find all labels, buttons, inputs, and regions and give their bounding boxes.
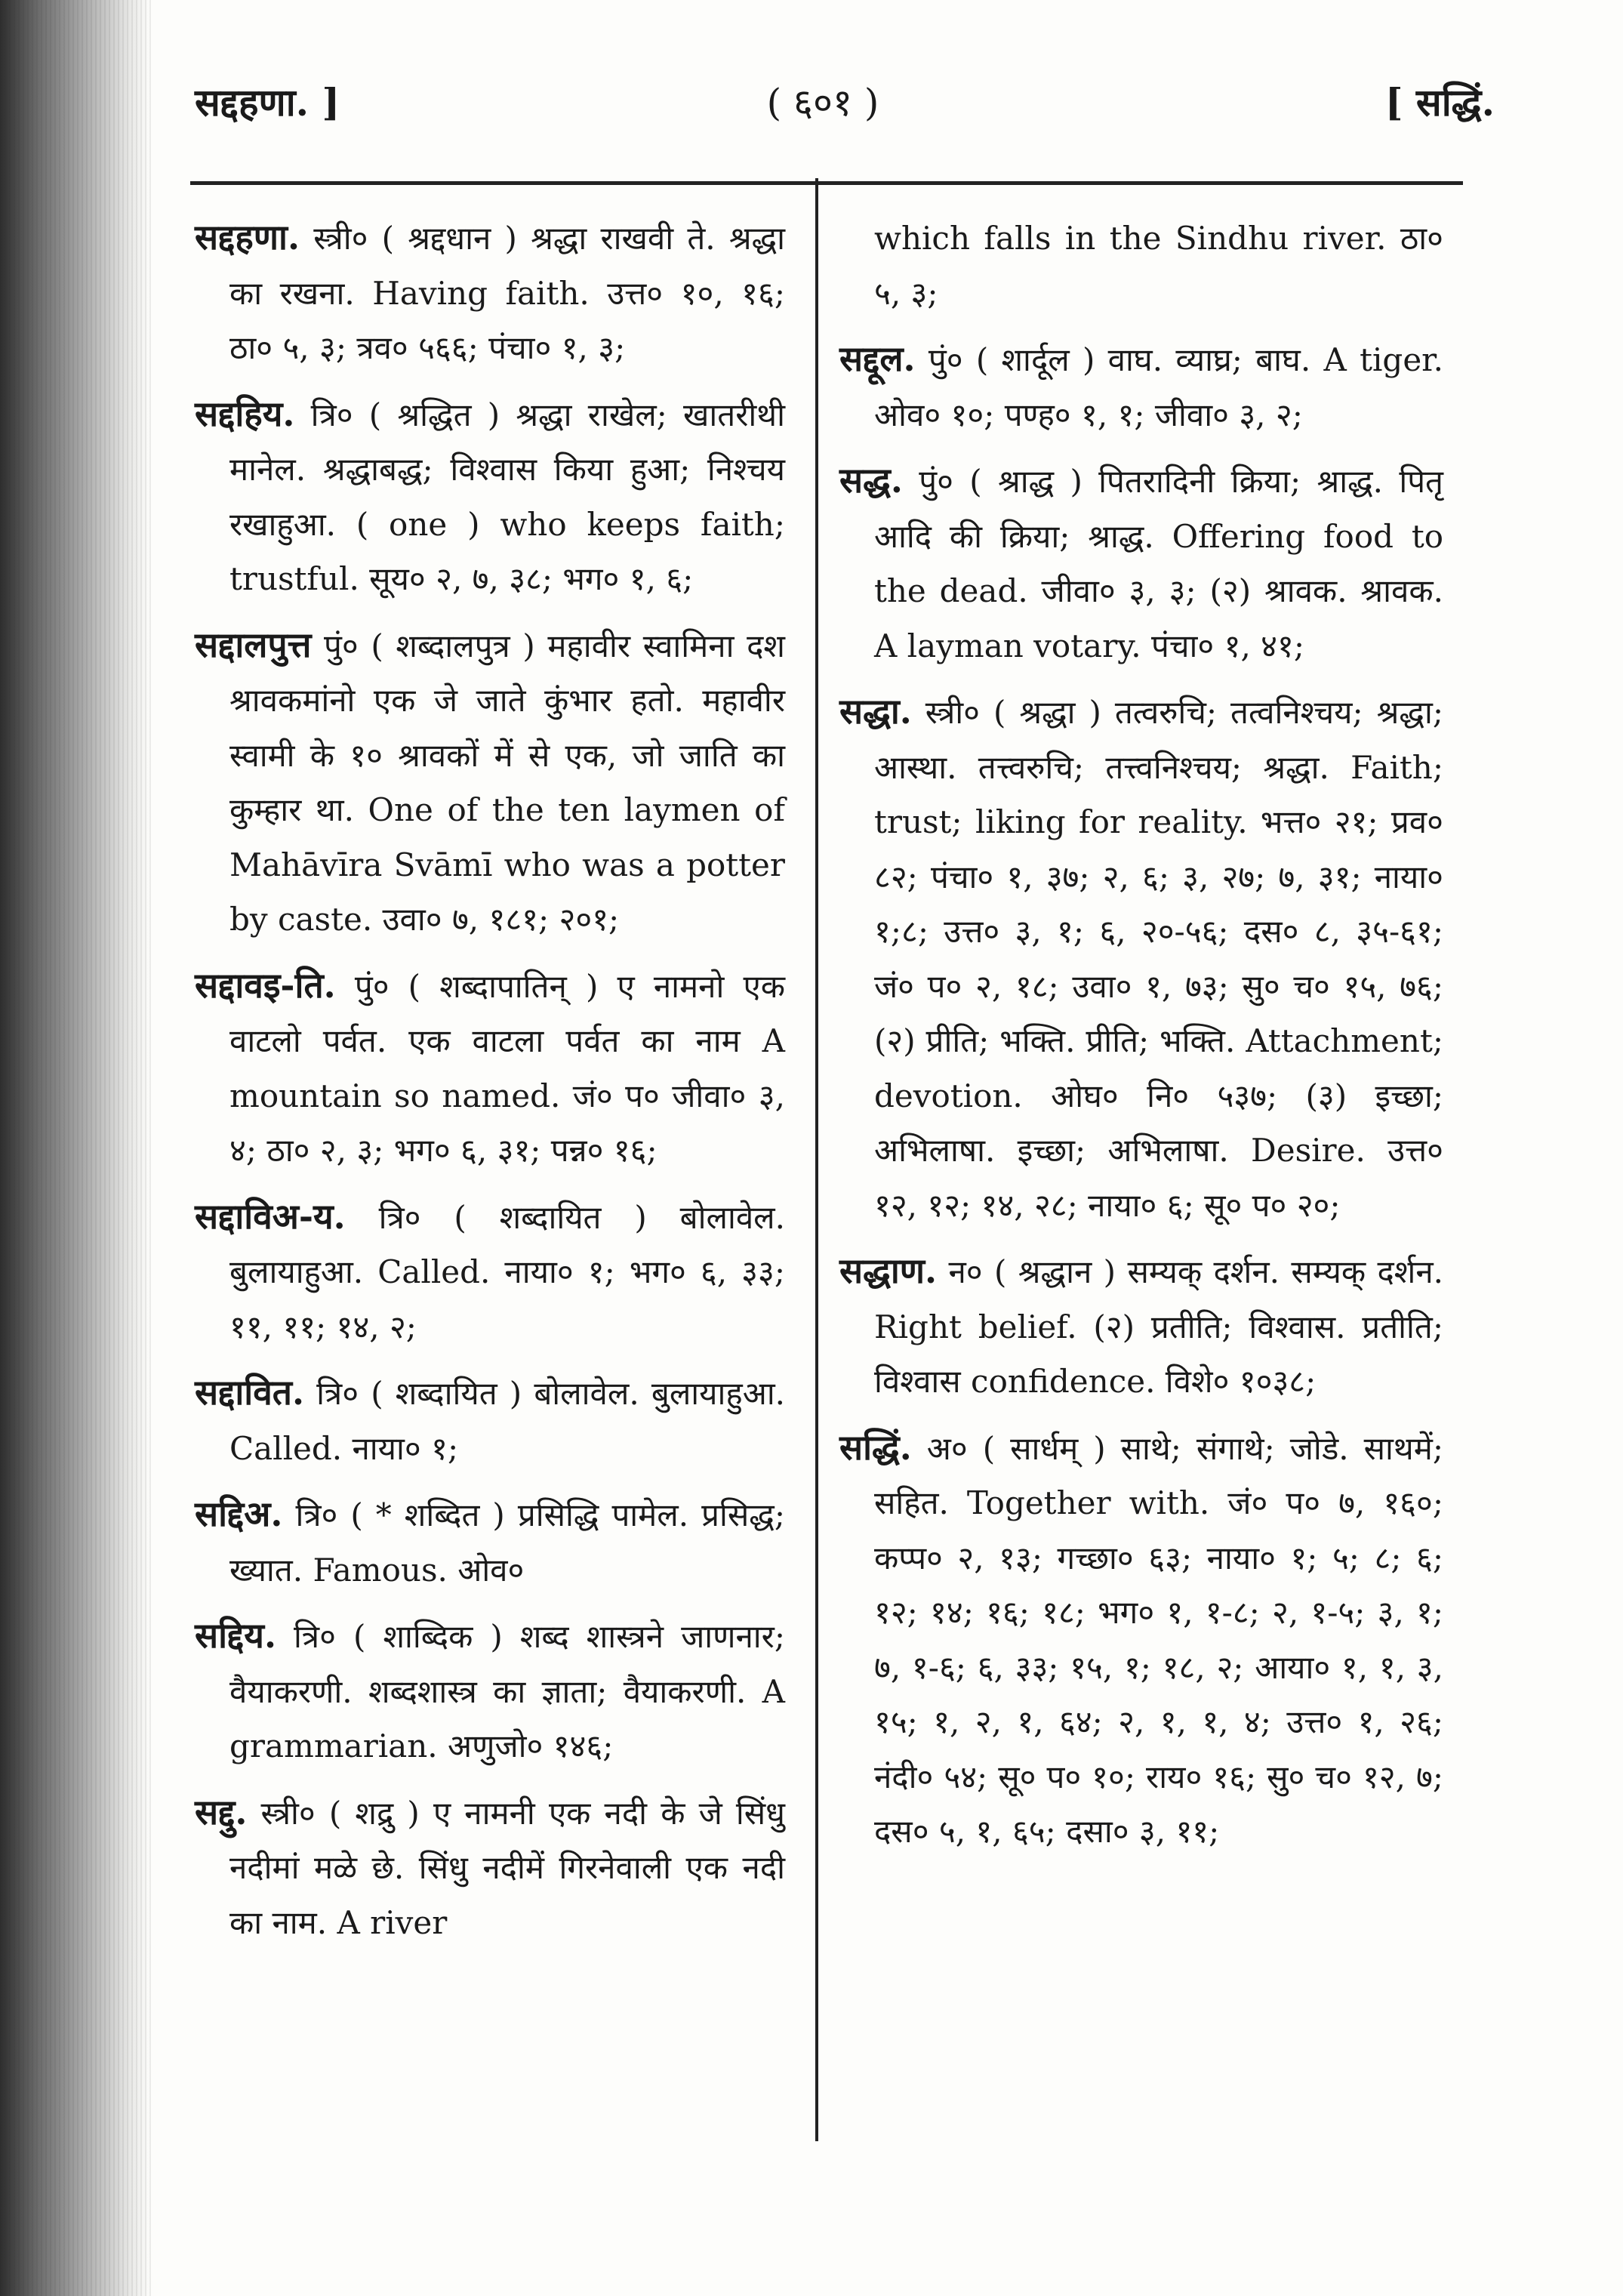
- left-column: [195, 210, 785, 1961]
- entry-headword: सद्दिअ.: [195, 1493, 283, 1534]
- page-number: ( ६०१ ): [766, 81, 879, 125]
- entry-body: त्रि० ( शब्दायित ) बोलावेल. बुलायाहुआ. Called. नाया० १; भग० ६, ३३; ११, ११; १४, २;: [229, 1198, 786, 1345]
- entry-headword: सद्दालपुत्त: [195, 624, 312, 665]
- dictionary-entry: [839, 684, 1443, 1233]
- entry-body: पुं० ( श्राद्ध ) पितरादिनी क्रिया; श्राद्ध. पितृ आदि की क्रिया; श्राद्ध. Offering food to the dead. जीवा० ३, ३; (२) श्रावक. श्रावक. A layman votary. पंचा० १, ४१;: [874, 463, 1443, 664]
- dictionary-entry: [839, 1420, 1443, 1860]
- dictionary-entry: [195, 1189, 785, 1355]
- entry-body: पुं० ( शब्दालपुत्र ) महावीर स्वामिना दश श्रावकमांनो एक जे जाते कुंभार हतो. महावीर स्वामी के १० श्रावकों में से एक, जो जाति का कुम्हार था. One of the ten laymen of Mahāvīra Svāmī who was a potter by caste. उवा० ७, १८१; २०१;: [229, 627, 785, 938]
- entry-continuation: [839, 210, 1443, 321]
- entry-headword: सद्दावइ-ति.: [195, 964, 336, 1006]
- entry-body: त्रि० ( श्रद्धित ) श्रद्धा राखेल; खातरीथी मानेल. श्रद्धाबद्ध; विश्वास किया हुआ; निश्चय रखाहुआ. ( one ) who keeps faith; trustful. सूय० २, ७, ३८; भग० १, ६;: [229, 396, 786, 597]
- dictionary-entry: [195, 618, 785, 948]
- book-binding-shadow: [0, 0, 151, 2296]
- entry-body: त्रि० ( शब्दायित ) बोलावेल. बुलायाहुआ. Called. नाया० १;: [229, 1375, 786, 1467]
- entry-body: स्त्री० ( श्रद्धा ) तत्वरुचि; तत्वनिश्चय; श्रद्धा; आस्था. तत्त्वरुचि; तत्त्वनिश्चय; श्रद्धा. Faith; trust; liking for reality. भत्त० २१; प्रव० ८२; पंचा० १, ३७; २, ६; ३, २७; ७, ३१; नाया० १;८; उत्त० ३, १; ६, २०-५६; दस० ८, ३५-६१; जं० प० २, १८; उवा० १, ७३; सु० च० १५, ७६; (२) प्रीति; भक्ति. प्रीति; भक्ति. Attachment; devotion. ओघ० नि० ५३७; (३) इच्छा; अभिलाषा. इच्छा; अभिलाषा. Desire. उत्त० १२, १२; १४, २८; नाया० ६; सू० प० २०;: [874, 694, 1443, 1224]
- column-divider: [815, 178, 818, 2141]
- dictionary-entry: [195, 1365, 785, 1476]
- dictionary-entry: [195, 958, 785, 1179]
- right-column: [839, 210, 1443, 1870]
- entry-body: स्त्री० ( शद्रु ) ए नामनी एक नदी के जे सिंधु नदीमां मळे छे. सिंधु नदीमें गिरनेवाली एक नदी का नाम. A river: [229, 1794, 785, 1941]
- dictionary-entry: [195, 1608, 785, 1774]
- entry-headword: सद्दूल.: [839, 338, 916, 379]
- entry-body: त्रि० ( * शब्दित ) प्रसिद्धि पामेल. प्रसिद्ध; ख्यात. Famous. ओव०: [229, 1496, 785, 1589]
- entry-body: स्त्री० ( श्रद्दधान ) श्रद्धा राखवी ते. श्रद्धा का रखना. Having faith. उत्त० १०, १६; ठा० ५, ३; त्रव० ५६६; पंचा० १, ३;: [229, 220, 786, 366]
- entry-body: अ० ( सार्धम् ) साथे; संगाथे; जोडे. साथमें; सहित. Together with. जं० प० ७, १६०; कप्प० २, १३; गच्छा० ६३; नाया० १; ५; ८; ६; १२; १४; १६; १८; भग० १, १-८; २, १-५; ३, १; ७, १-६; ६, ३३; १५, १; १८, २; आया० १, १, ३, १५; १, २, १, ६४; २, १, १, ४; उत्त० १, २६; नंदी० ५४; सू० प० १०; राय० १६; सु० च० १२, ७; दस० ५, १, ६५; दसा० ३, ११;: [874, 1429, 1443, 1850]
- entry-headword: सद्दहिय.: [195, 393, 295, 434]
- entry-headword: सद्दाविअ-य.: [195, 1195, 346, 1237]
- dictionary-entry: [839, 1244, 1443, 1410]
- entry-headword: सद्दावित.: [195, 1372, 304, 1413]
- entry-headword: सद्दिय.: [195, 1615, 276, 1656]
- running-head-left: सद्दहणा. ]: [195, 80, 340, 125]
- dictionary-entry: [839, 331, 1443, 442]
- dictionary-entry: [195, 387, 785, 607]
- entry-body: त्रि० ( शाब्दिक ) शब्द शास्त्रने जाणनार; वैयाकरणी. शब्दशास्त्र का ज्ञाता; वैयाकरणी. A grammarian. अणुजो० १४६;: [229, 1618, 785, 1764]
- entry-headword: सद्धिं.: [839, 1426, 912, 1468]
- dictionary-entry: [839, 453, 1443, 673]
- entry-headword: सद्ध.: [839, 460, 903, 501]
- entry-headword: सद्धा.: [839, 691, 912, 732]
- dictionary-entry: [195, 1785, 785, 1951]
- dictionary-entry: [195, 210, 785, 376]
- entry-headword: सद्दहणा.: [195, 217, 300, 257]
- entry-body: पुं० ( शब्दापातिन् ) ए नामनो एक वाटलो पर्वत. एक वाटला पर्वत का नाम A mountain so named. जं० प० जीवा० ३, ४; ठा० २, ३; भग० ६, ३१; पन्न० १६;: [229, 967, 785, 1169]
- entry-headword: सद्दु.: [195, 1791, 248, 1832]
- entry-headword: सद्धाण.: [839, 1250, 938, 1291]
- entry-body: न० ( श्रद्धान ) सम्यक् दर्शन. सम्यक् दर्शन. Right belief. (२) प्रतीति; विश्वास. प्रतीति; विश्वास confidence. विशे० १०३८;: [874, 1253, 1443, 1400]
- entry-body: पुं० ( शार्दूल ) वाघ. व्याघ्र; बाघ. A tiger. ओव० १०; पण्ह० १, १; जीवा० ३, २;: [874, 341, 1443, 433]
- header-rule: [190, 181, 1463, 185]
- running-head-right: [ सद्धिं.: [1384, 80, 1495, 125]
- dictionary-entry: [195, 1487, 785, 1598]
- entry-body: which falls in the Sindhu river. ठा० ५, ३;: [874, 220, 1443, 312]
